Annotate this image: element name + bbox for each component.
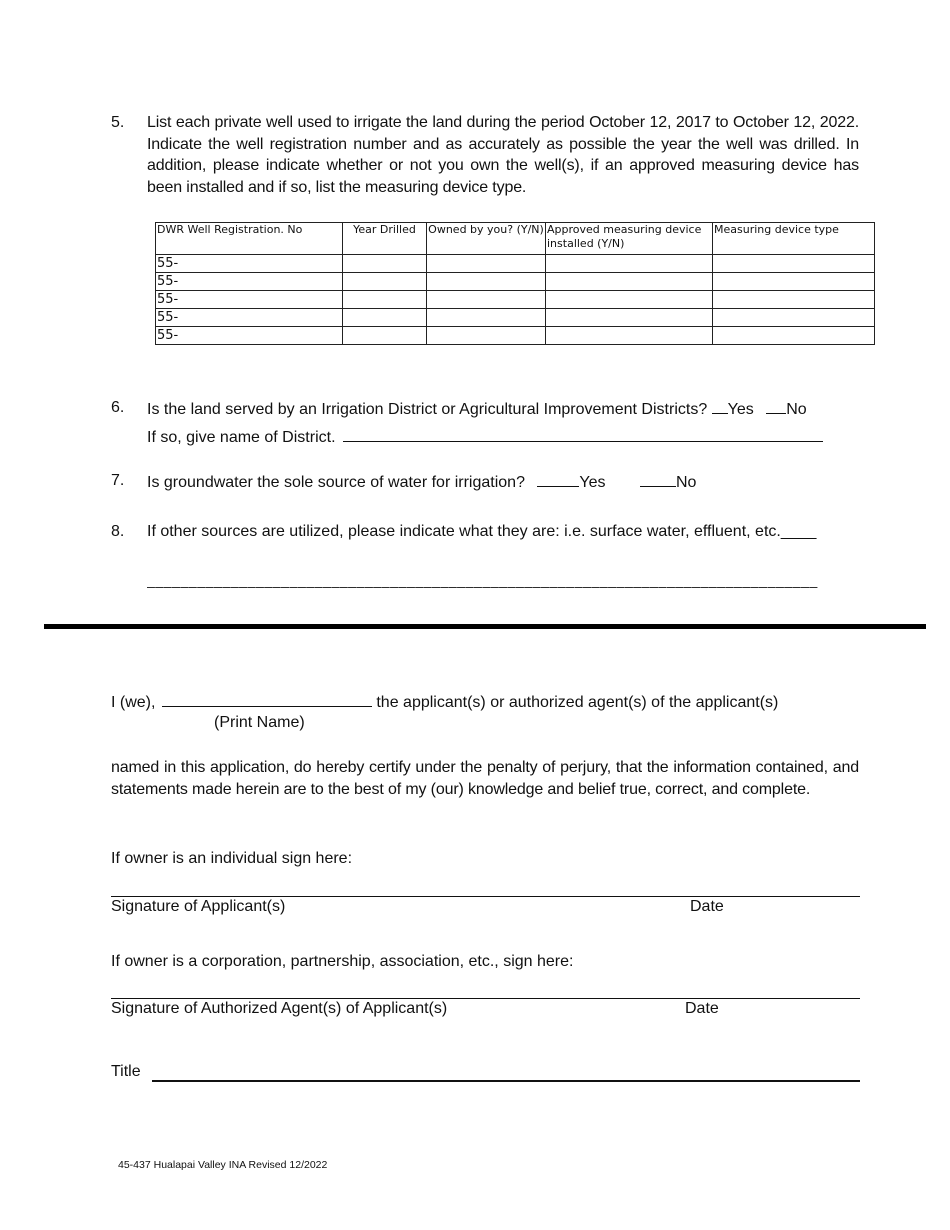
cell-year[interactable]	[343, 255, 427, 273]
cell-registration[interactable]: 55-	[156, 327, 343, 345]
q6-district-line	[147, 427, 823, 447]
cell-year[interactable]	[343, 327, 427, 345]
col-header-registration: DWR Well Registration. No	[156, 223, 343, 255]
other-sources-field[interactable]: ________________________________________________________________________________	[147, 572, 818, 588]
cell-owned[interactable]	[427, 327, 546, 345]
individual-prompt: If owner is an individual sign here:	[111, 850, 353, 867]
q6-no-blank[interactable]	[766, 399, 786, 414]
cell-registration[interactable]: 55-	[156, 291, 343, 309]
corporation-prompt: If owner is a corporation, partnership, association, etc., sign here:	[111, 953, 574, 970]
title-field[interactable]	[152, 1080, 860, 1082]
col-header-owned: Owned by you? (Y/N)	[427, 223, 546, 255]
cell-device-installed[interactable]	[546, 273, 713, 291]
q6-district-label: If so, give name of District.	[147, 429, 336, 446]
wells-table	[155, 222, 875, 345]
wells-table-header	[156, 223, 875, 255]
cell-registration[interactable]: 55-	[156, 309, 343, 327]
cell-device-type[interactable]	[713, 273, 875, 291]
cell-device-type[interactable]	[713, 309, 875, 327]
cell-owned[interactable]	[427, 255, 546, 273]
title-label: Title	[111, 1063, 141, 1080]
applicant-date-label: Date	[690, 898, 724, 915]
applicant-signature-line[interactable]	[111, 896, 860, 897]
cell-device-type[interactable]	[713, 255, 875, 273]
q7-yes-blank[interactable]	[537, 472, 579, 487]
section-divider	[44, 624, 926, 629]
form-id: 45-437 Hualapai Valley INA Revised 12/2022	[118, 1159, 328, 1171]
q7-yes-label: Yes	[579, 474, 606, 491]
q6-text: Is the land served by an Irrigation District or Agricultural Improvement Districts?	[147, 401, 708, 418]
district-name-field[interactable]	[343, 427, 823, 442]
q6-yes-label: Yes	[727, 401, 754, 418]
cell-year[interactable]	[343, 309, 427, 327]
col-header-year: Year Drilled	[343, 223, 427, 255]
q7-line	[147, 472, 696, 492]
q7-no-blank[interactable]	[640, 472, 676, 487]
q7-number: 7.	[111, 472, 125, 489]
cell-registration[interactable]: 55-	[156, 255, 343, 273]
q6-no-label: No	[786, 401, 807, 418]
cell-registration[interactable]: 55-	[156, 273, 343, 291]
table-row	[156, 327, 875, 345]
q6-line	[147, 399, 807, 419]
table-row	[156, 273, 875, 291]
print-name-caption: (Print Name)	[214, 714, 305, 731]
cell-owned[interactable]	[427, 273, 546, 291]
cell-owned[interactable]	[427, 309, 546, 327]
agent-signature-label: Signature of Authorized Agent(s) of Applicant(s)	[111, 1000, 448, 1017]
q7-text: Is groundwater the sole source of water for irrigation?	[147, 474, 525, 491]
cell-year[interactable]	[343, 273, 427, 291]
q7-no-label: No	[675, 474, 697, 491]
table-row	[156, 291, 875, 309]
cell-owned[interactable]	[427, 291, 546, 309]
cert-i-we: I (we),	[111, 694, 156, 711]
q6-yes-blank[interactable]	[712, 399, 728, 414]
table-row	[156, 309, 875, 327]
q5-number: 5.	[111, 114, 125, 131]
cert-line	[111, 692, 778, 712]
cell-year[interactable]	[343, 291, 427, 309]
col-header-device-installed: Approved measuring device installed (Y/N)	[546, 223, 713, 255]
certification-paragraph: named in this application, do hereby certify under the penalty of perjury, that the information contained, and statements made herein are to the best of my (our) knowledge and belief true, correct, and complete.	[111, 759, 859, 798]
applicant-signature-label: Signature of Applicant(s)	[111, 898, 286, 915]
q8-text: If other sources are utilized, please indicate what they are: i.e. surface water, effluent, etc.____	[147, 523, 817, 540]
cert-applicant-text: the applicant(s) or authorized agent(s) of the applicant(s)	[376, 694, 779, 711]
cell-device-type[interactable]	[713, 291, 875, 309]
cell-device-installed[interactable]	[546, 327, 713, 345]
q5-text: List each private well used to irrigate the land during the period October 12, 2017 to October 12, 2022. Indicate the well registration number and as accurately as possible the year the well was drilled. In addition, please indicate whether or not you own the well(s), if an approved measuring device has been installed and if so, list the measuring device type.	[147, 114, 859, 196]
agent-signature-line[interactable]	[111, 998, 860, 999]
q8-number: 8.	[111, 523, 125, 540]
cell-device-installed[interactable]	[546, 291, 713, 309]
cell-device-type[interactable]	[713, 327, 875, 345]
table-row	[156, 255, 875, 273]
print-name-field[interactable]	[162, 692, 372, 707]
cell-device-installed[interactable]	[546, 309, 713, 327]
cell-device-installed[interactable]	[546, 255, 713, 273]
col-header-device-type: Measuring device type	[713, 223, 875, 255]
agent-date-label: Date	[685, 1000, 719, 1017]
q6-number: 6.	[111, 399, 125, 416]
